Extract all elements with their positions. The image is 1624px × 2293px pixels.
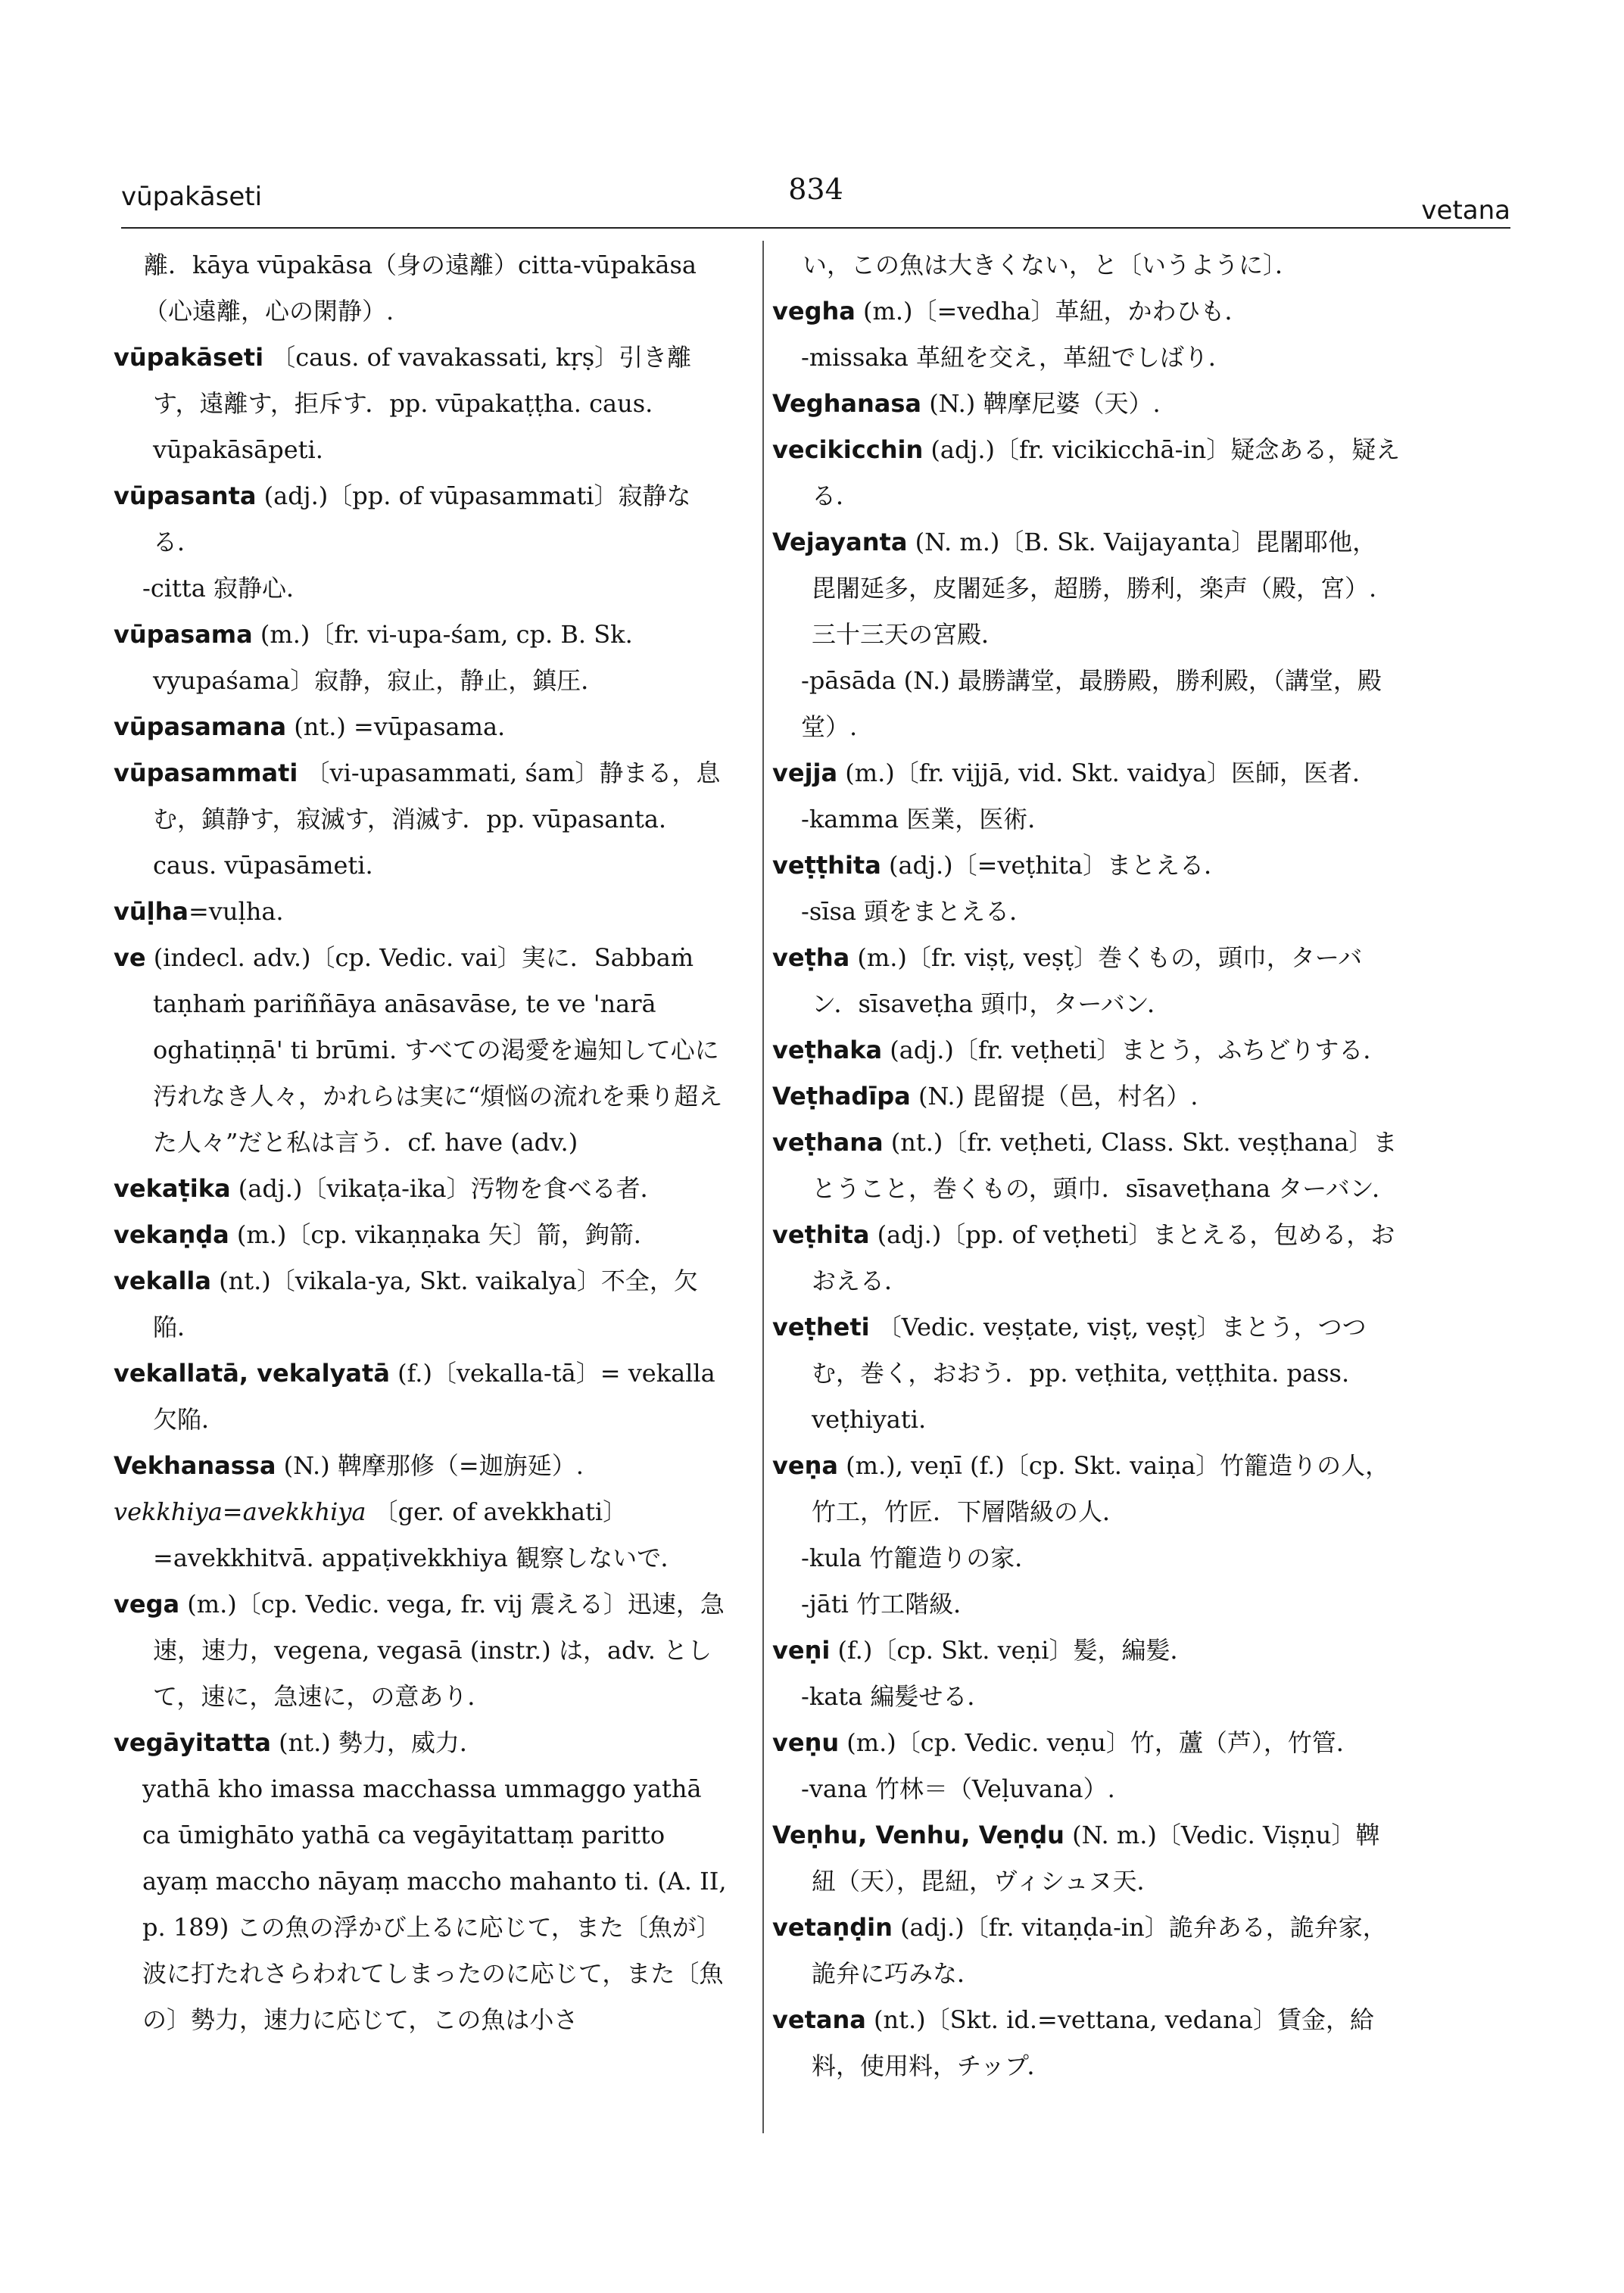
left-guide-word: vūpakāseti: [121, 182, 263, 212]
dictionary-entry: [772, 935, 1401, 1027]
definition: 〔ger. of avekkhati〕=avekkhitvā. appaṭivekkhiya 観察しないで．: [153, 1497, 685, 1572]
dictionary-entry: [114, 335, 731, 473]
definition: =vuḷha.: [188, 897, 284, 926]
definition: (N.) 鞞摩尼婆（天）.: [929, 389, 1161, 418]
headword: vekaṭika: [114, 1174, 231, 1203]
dictionary-entry: [114, 750, 731, 889]
definition: 〔vi-upasammati, śam〕静まる，息む，鎮静す，寂滅す，消滅す．pp. vūpasanta. caus. vūpasāmeti.: [153, 759, 721, 880]
headword: veṭhaka: [772, 1036, 883, 1064]
headword: vūpakāseti: [114, 343, 264, 372]
dictionary-entry: [114, 1212, 731, 1258]
definition: (adj.)〔pp. of vūpasammati〕寂静なる．: [153, 481, 691, 556]
headword: vūpasamana: [114, 712, 287, 741]
definition: (m.), veṇī (f.)〔cp. Skt. vaiṇa〕竹籠造りの人，竹工，竹匠．下層階級の人．: [812, 1451, 1390, 1526]
dictionary-entry: [114, 935, 731, 1166]
headword: vegāyitatta: [114, 1728, 271, 1757]
headword: veṭheti: [772, 1313, 870, 1341]
dictionary-entry: [772, 843, 1401, 889]
headword: Veṭhadīpa: [772, 1082, 911, 1111]
definition: (nt.)〔fr. veṭheti, Class. Skt. veṣṭhana〕まとうこと，巻くもの，頭巾．sīsaveṭhana ターバン．: [812, 1128, 1398, 1203]
headword: veṭhana: [772, 1128, 884, 1157]
dictionary-entry: [114, 1581, 731, 1720]
definition: (f.)〔vekalla-tā〕= vekalla 欠陥．: [153, 1359, 715, 1434]
definition: (f.)〔cp. Skt. veṇi〕髪，編髪．: [837, 1636, 1195, 1665]
sub-entry: -pāsāda (N.) 最勝講堂，最勝殿，勝利殿，（講堂，殿堂）.: [801, 666, 1382, 741]
headword: vetaṇḍin: [772, 1913, 893, 1942]
headword: vega: [114, 1590, 180, 1618]
definition: (adj.)〔pp. of veṭheti〕まとえる，包める，おおえる．: [812, 1220, 1395, 1295]
dictionary-entry: [772, 1628, 1401, 1674]
dictionary-entry: [772, 381, 1401, 427]
dictionary-entry: [772, 1212, 1401, 1304]
dictionary-entry: [772, 1120, 1401, 1212]
headword: veṭha: [772, 943, 850, 972]
left-column: [114, 242, 731, 2043]
dictionary-entry: [772, 1027, 1401, 1073]
definition: (m.)〔cp. Vedic. veṇu〕竹，蘆（芦），竹管．: [846, 1728, 1361, 1757]
continuation-text: い，この魚は大きくない，と〔いうように〕．: [803, 251, 1300, 279]
page-number: 834: [788, 173, 843, 206]
dictionary-entry: [772, 427, 1401, 519]
definition: (m.)〔cp. vikaṇṇaka 矢〕箭，鉤箭．: [236, 1220, 658, 1249]
sub-entry: -kata 編髪せる．: [801, 1682, 992, 1711]
dictionary-entry: [772, 1720, 1401, 1766]
column-divider: [762, 241, 764, 2133]
definition: (nt.) 勢力，威力．: [279, 1728, 484, 1757]
sub-entry: -citta 寂静心．: [142, 574, 310, 603]
definition: (m.)〔cp. Vedic. vega, fr. vij 震える〕迅速，急速，速力，vegena, vegasā (instr.) は，adv. として，速に，急速に，の意あり．: [153, 1590, 725, 1711]
headword: Veghanasa: [772, 389, 922, 418]
sub-entry: -jāti 竹工階級．: [801, 1590, 978, 1618]
headword: veṇu: [772, 1728, 840, 1757]
definition: 〔Vedic. veṣṭate, viṣṭ, veṣṭ〕まとう，つつむ，巻く，おおう．pp. veṭhita, veṭṭhita. pass. veṭhiyati.: [812, 1313, 1367, 1434]
sub-entry: -kula 竹籠造りの家．: [801, 1544, 1040, 1572]
headword: vekkhiya=avekkhiya: [114, 1497, 366, 1526]
dictionary-entry: [772, 750, 1401, 796]
definition: (adj.)〔fr. vitaṇḍa-in〕詭弁ある，詭弁家，詭弁に巧みな．: [812, 1913, 1387, 1988]
definition: (adj.)〔fr. vicikicchā-in〕疑念ある，疑える．: [812, 435, 1401, 510]
sub-entry: -missaka 革紐を交え，革紐でしばり．: [801, 343, 1233, 372]
continuation-text: 離．kāya vūpakāsa（身の遠離）citta-vūpakāsa（心遠離，心の閑静）.: [144, 251, 697, 326]
headword: vekaṇḍa: [114, 1220, 229, 1249]
headword: veṭhita: [772, 1220, 870, 1249]
right-guide-word: vetana: [1421, 195, 1510, 226]
headword: veṇa: [772, 1451, 838, 1480]
definition: (N.) 毘留提（邑，村名）.: [918, 1082, 1199, 1111]
dictionary-entry: [114, 1258, 731, 1351]
headword: veṭṭhita: [772, 851, 881, 880]
headword: vekallatā, vekalyatā: [114, 1359, 390, 1388]
definition: (N.) 鞞摩那修（=迦旃延）.: [283, 1451, 584, 1480]
header-rule: [121, 227, 1510, 229]
dictionary-entry: [114, 612, 731, 704]
dictionary-entry: [114, 473, 731, 565]
headword: vūpasama: [114, 620, 253, 649]
headword: vecikicchin: [772, 435, 924, 464]
dictionary-entry: [772, 519, 1401, 658]
definition: (indecl. adv.)〔cp. Vedic. vai〕実に．Sabbaṁ taṇhaṁ pariññāya anāsavāse, te ve 'narā oghatiṇṇā' ti brūmi. すべての渇愛を遍知して心に汚れなき人々，かれらは実に“煩悩の流れを乗り超えた人々”だと私は言う．cf. have (adv.): [153, 943, 723, 1157]
dictionary-entry: [114, 1351, 731, 1443]
definition: (m.)〔fr. vi-upa-śam, cp. B. Sk. vyupaśama〕寂静，寂止，静止，鎮圧．: [153, 620, 633, 695]
headword: Vejayanta: [772, 528, 908, 556]
sub-entry: -kamma 医業，医術．: [801, 805, 1052, 833]
dictionary-entry: [114, 889, 731, 935]
dictionary-entry: [114, 1443, 731, 1489]
sub-entry: -vana 竹林＝（Veḷuvana）.: [801, 1774, 1115, 1803]
headword: ve: [114, 943, 146, 972]
headword: vūpasanta: [114, 481, 257, 510]
dictionary-entry: [772, 1304, 1401, 1443]
definition: (nt.)〔vikala-ya, Skt. vaikalya〕不全，欠陥．: [153, 1266, 698, 1341]
right-column: [772, 242, 1401, 2089]
dictionary-entry: [772, 1443, 1401, 1535]
definition: (nt.) =vūpasama.: [294, 712, 506, 741]
headword: vetana: [772, 2005, 866, 2034]
dictionary-entry: [772, 1905, 1401, 1997]
headword: veṇi: [772, 1636, 831, 1665]
definition: (N. m.)〔B. Sk. Vaijayanta〕毘闍耶他，毘闍延多，皮闍延多，超勝，勝利，楽声（殿，宮）. 三十三天の宮殿．: [812, 528, 1377, 649]
definition: (m.)〔=vedha〕革紐，かわひも．: [863, 297, 1249, 326]
definition: (adj.)〔=veṭhita〕まとえる．: [888, 851, 1229, 880]
dictionary-entry: [114, 1489, 731, 1581]
definition: (nt.)〔Skt. id.=vettana, vedana〕賃金，給料，使用料，チップ．: [812, 2005, 1374, 2080]
headword: Veṇhu, Venhu, Veṇḍu: [772, 1821, 1064, 1849]
definition: 〔caus. of vavakassati, kṛṣ〕引き離す，遠離す，拒斥す．pp. vūpakaṭṭha. caus. vūpakāsāpeti.: [153, 343, 692, 464]
definition: (N. m.)〔Vedic. Viṣṇu〕鞞紐（天），毘紐，ヴィシュヌ天．: [812, 1821, 1380, 1896]
dictionary-entry: [772, 288, 1401, 335]
headword: vejja: [772, 759, 838, 787]
definition: (adj.)〔fr. veṭheti〕まとう，ふちどりする．: [890, 1036, 1388, 1064]
headword: vūḷha: [114, 897, 189, 926]
dictionary-entry: [772, 1997, 1401, 2089]
dictionary-entry: [772, 1812, 1401, 1905]
headword: Vekhanassa: [114, 1451, 276, 1480]
definition: (adj.)〔vikaṭa-ika〕汚物を食べる者．: [238, 1174, 665, 1203]
example-quotation: yathā kho imassa macchassa ummaggo yathā ca ūmighāto yathā ca vegāyitattaṃ paritto ayaṃ maccho nāyaṃ maccho mahanto ti. (A. II, p. 189) この魚の浮かび上るに応じて，また〔魚が〕波に打たれさらわれてしまったのに応じて，また〔魚の〕勢力，速力に応じて，この魚は小さ: [142, 1774, 727, 2034]
dictionary-entry: [114, 1166, 731, 1212]
headword: vekalla: [114, 1266, 211, 1295]
dictionary-entry: [772, 1073, 1401, 1120]
headword: vegha: [772, 297, 856, 326]
dictionary-entry: [114, 704, 731, 750]
page-header: [121, 173, 1510, 226]
dictionary-entry: [114, 1720, 731, 1766]
sub-entry: -sīsa 頭をまとえる．: [801, 897, 1034, 926]
definition: (m.)〔fr. vijjā, vid. Skt. vaidya〕医師，医者．: [845, 759, 1376, 787]
definition: (m.)〔fr. viṣṭ, veṣṭ〕巻くもの，頭巾，ターバン．sīsaveṭha 頭巾，ターバン．: [812, 943, 1363, 1018]
headword: vūpasammati: [114, 759, 298, 787]
